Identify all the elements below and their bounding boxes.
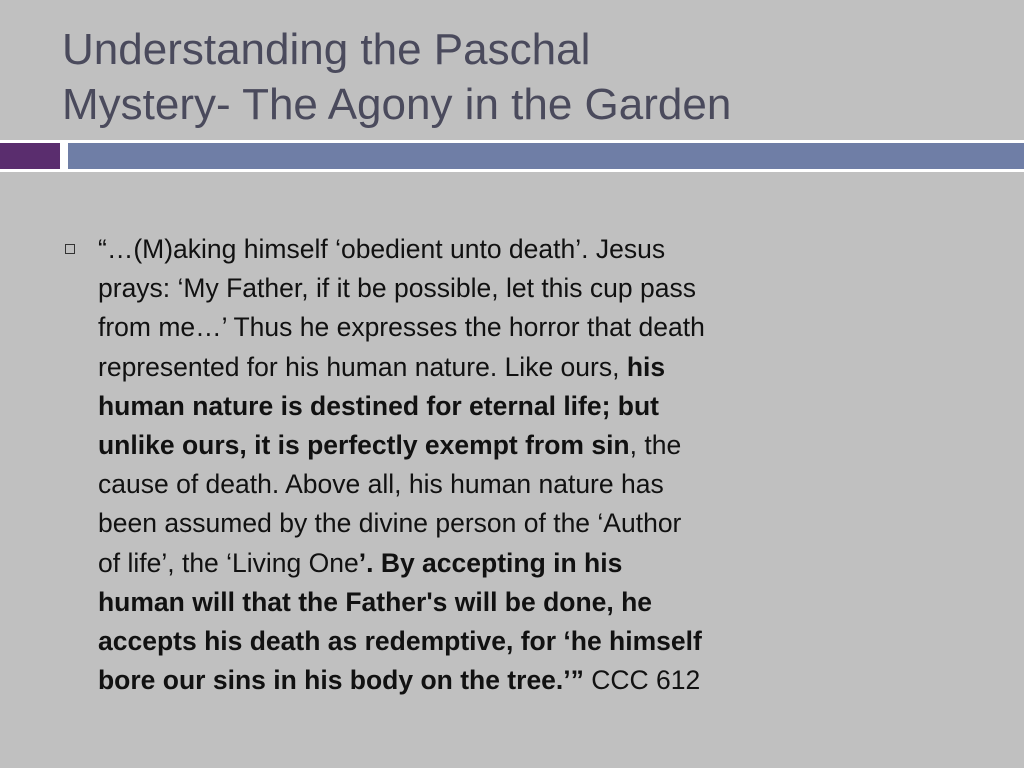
text-line	[98, 583, 868, 622]
text-line	[98, 269, 868, 308]
text-segment: CCC 612	[583, 665, 701, 696]
bold-text-segment: bore our sins in his body on the tree.’”	[98, 665, 584, 696]
text-line	[98, 348, 868, 387]
bold-text-segment: human will that the Father's will be done, he	[98, 586, 653, 617]
text-segment: of life’, the ‘Living One	[98, 547, 359, 578]
text-line	[98, 661, 868, 700]
text-line	[98, 230, 868, 269]
text-line	[98, 465, 868, 504]
bold-text-segment: unlike ours, it is perfectly exempt from sin	[98, 430, 630, 461]
bullet-item	[62, 230, 862, 700]
accent-block	[0, 143, 60, 169]
text-segment: cause of death. Above all, his human nature has	[98, 469, 664, 500]
title-line-2: Mystery- The Agony in the Garden	[62, 80, 732, 129]
text-line	[98, 544, 868, 583]
text-segment: represented for his human nature. Like ours,	[98, 351, 627, 382]
text-segment: from me…’ Thus he expresses the horror that death	[98, 312, 705, 343]
bold-text-segment: accepts his death as redemptive, for ‘he himself	[98, 626, 702, 657]
bold-text-segment: ’. By accepting in his	[358, 547, 623, 578]
text-line	[98, 622, 868, 661]
bullet-text	[98, 230, 868, 700]
text-line	[98, 426, 868, 465]
slide-title	[62, 22, 1002, 132]
slide-body	[62, 230, 862, 700]
bold-text-segment: human nature is destined for eternal life; but	[98, 390, 659, 421]
bold-text-segment: his	[626, 351, 666, 382]
decorative-band	[68, 143, 1024, 169]
title-line-1: Understanding the Paschal	[62, 25, 591, 74]
text-segment: “…(M)aking himself ‘obedient unto death’. Jesus	[98, 234, 666, 264]
text-line	[98, 504, 868, 543]
text-line	[98, 387, 868, 426]
text-segment: , the	[629, 430, 682, 461]
text-segment: prays: ‘My Father, if it be possible, let this cup pass	[98, 273, 696, 304]
text-segment: been assumed by the divine person of the ‘Author	[98, 508, 682, 539]
text-line	[98, 308, 868, 347]
hollow-square-bullet-icon	[65, 244, 75, 254]
